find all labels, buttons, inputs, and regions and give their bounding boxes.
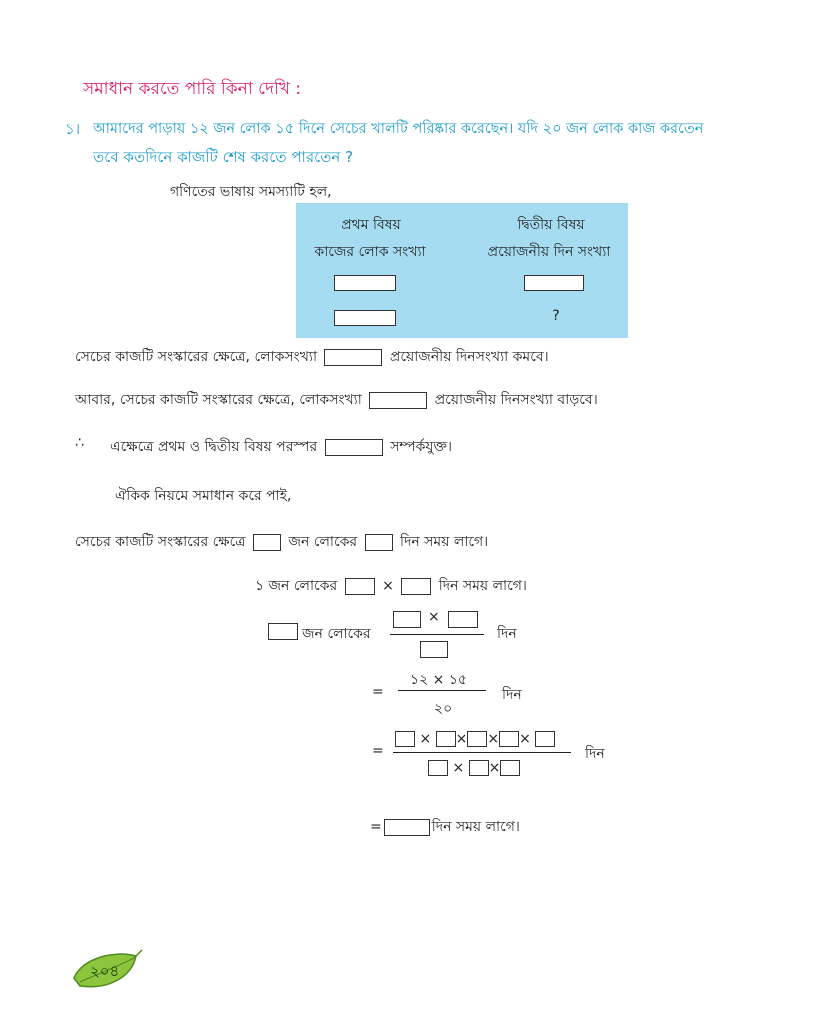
- denominator: ২০: [434, 701, 453, 717]
- col2-subtitle: প্রয়োজনীয় দিন সংখ্যা: [487, 244, 611, 260]
- answer-box[interactable]: [384, 819, 430, 836]
- answer-box[interactable]: [428, 760, 448, 776]
- answer-box[interactable]: [334, 310, 396, 326]
- times-sign: ×: [488, 760, 501, 776]
- equals-sign: =: [372, 743, 384, 759]
- fraction-bar: [390, 634, 484, 635]
- statement-line-3: [110, 435, 452, 459]
- answer-box[interactable]: [448, 611, 478, 628]
- statement-text: সম্পর্কযুক্ত।: [390, 439, 453, 455]
- unit-label: দিন: [502, 687, 522, 703]
- intro-text: গণিতের ভাষায় সমস্যাটি হল,: [170, 184, 332, 200]
- answer-box[interactable]: [469, 760, 489, 776]
- statement-line-6: [255, 574, 527, 598]
- statement-text: দিন সময় লাগে।: [431, 819, 520, 835]
- col1-subtitle: কাজের লোক সংখ্যা: [314, 244, 426, 260]
- section-heading: সমাধান করতে পারি কিনা দেখি :: [83, 79, 302, 99]
- statement-text: সেচের কাজটি সংস্কারের ক্ষেত্রে: [75, 534, 246, 550]
- answer-box[interactable]: [334, 275, 396, 291]
- statement-line-5: [75, 530, 488, 554]
- answer-box[interactable]: [420, 641, 448, 658]
- answer-box[interactable]: [535, 731, 555, 747]
- statement-text: প্রয়োজনীয় দিনসংখ্যা কমবে।: [389, 349, 549, 365]
- statement-line-1: [75, 345, 549, 369]
- statement-text: জন লোকের: [302, 626, 371, 642]
- statement-text: জন লোকের: [288, 534, 358, 550]
- answer-box[interactable]: [369, 392, 427, 409]
- answer-box[interactable]: [325, 439, 383, 456]
- comparison-table: [296, 203, 628, 338]
- numerator: ১২ × ১৫: [410, 672, 467, 688]
- answer-box[interactable]: [345, 578, 375, 595]
- answer-box[interactable]: [467, 731, 487, 747]
- answer-box[interactable]: [500, 760, 520, 776]
- page-number-leaf: [70, 948, 146, 992]
- method-text: ঐকিক নিয়মে সমাধান করে পাই,: [115, 488, 292, 504]
- statement-text: সেচের কাজটি সংস্কারের ক্ষেত্রে, লোকসংখ্যা: [75, 349, 318, 365]
- answer-box[interactable]: [436, 731, 456, 747]
- therefore-symbol: ∴: [75, 435, 84, 451]
- question-line-1: আমাদের পাড়ায় ১২ জন লোক ১৫ দিনে সেচের খালটি পরিষ্কার করেছেন। যদি ২০ জন লোক কাজ করতেন: [93, 121, 704, 137]
- statement-text: ১ জন লোকের: [255, 578, 338, 594]
- answer-box[interactable]: [365, 534, 393, 551]
- question-number: ১।: [65, 120, 81, 138]
- statement-line-10: [370, 815, 520, 839]
- statement-text: আবার, সেচের কাজটি সংস্কারের ক্ষেত্রে, লোকসংখ্যা: [75, 392, 362, 408]
- statement-line-2: [75, 388, 598, 412]
- times-sign: ×: [487, 731, 500, 747]
- times-sign: ×: [519, 731, 531, 747]
- times-sign: ×: [452, 760, 465, 776]
- answer-box[interactable]: [401, 578, 431, 595]
- answer-box[interactable]: [253, 534, 281, 551]
- unknown-mark: ?: [552, 308, 560, 324]
- equals-sign: =: [372, 684, 384, 700]
- statement-text: প্রয়োজনীয় দিনসংখ্যা বাড়বে।: [434, 392, 598, 408]
- times-sign: ×: [419, 731, 432, 747]
- times-sign: ×: [428, 609, 440, 625]
- answer-box[interactable]: [324, 349, 382, 366]
- numerator-boxes: [395, 731, 555, 747]
- answer-box[interactable]: [499, 731, 519, 747]
- unit-label: দিন: [585, 746, 605, 762]
- col1-title: প্রথম বিষয়: [341, 217, 401, 233]
- page-number: ২০৪: [90, 962, 120, 980]
- fraction-bar: [393, 752, 571, 753]
- col2-title: দ্বিতীয় বিষয়: [517, 217, 585, 233]
- times-sign: ×: [382, 578, 394, 594]
- answer-box[interactable]: [395, 731, 415, 747]
- statement-text: দিন সময় লাগে।: [438, 578, 527, 594]
- answer-box[interactable]: [268, 623, 298, 640]
- denominator-boxes: [428, 760, 520, 776]
- times-sign: ×: [455, 731, 468, 747]
- unit-label: দিন: [497, 626, 517, 642]
- answer-box[interactable]: [393, 611, 421, 628]
- fraction-bar: [398, 690, 486, 691]
- answer-box[interactable]: [524, 275, 584, 291]
- statement-text: এক্ষেত্রে প্রথম ও দ্বিতীয় বিষয় পরস্পর: [110, 439, 318, 455]
- equals-sign: =: [370, 819, 382, 835]
- statement-text: দিন সময় লাগে।: [400, 534, 489, 550]
- question-line-2: তবে কতদিনে কাজটি শেষ করতে পারতেন ?: [93, 148, 354, 166]
